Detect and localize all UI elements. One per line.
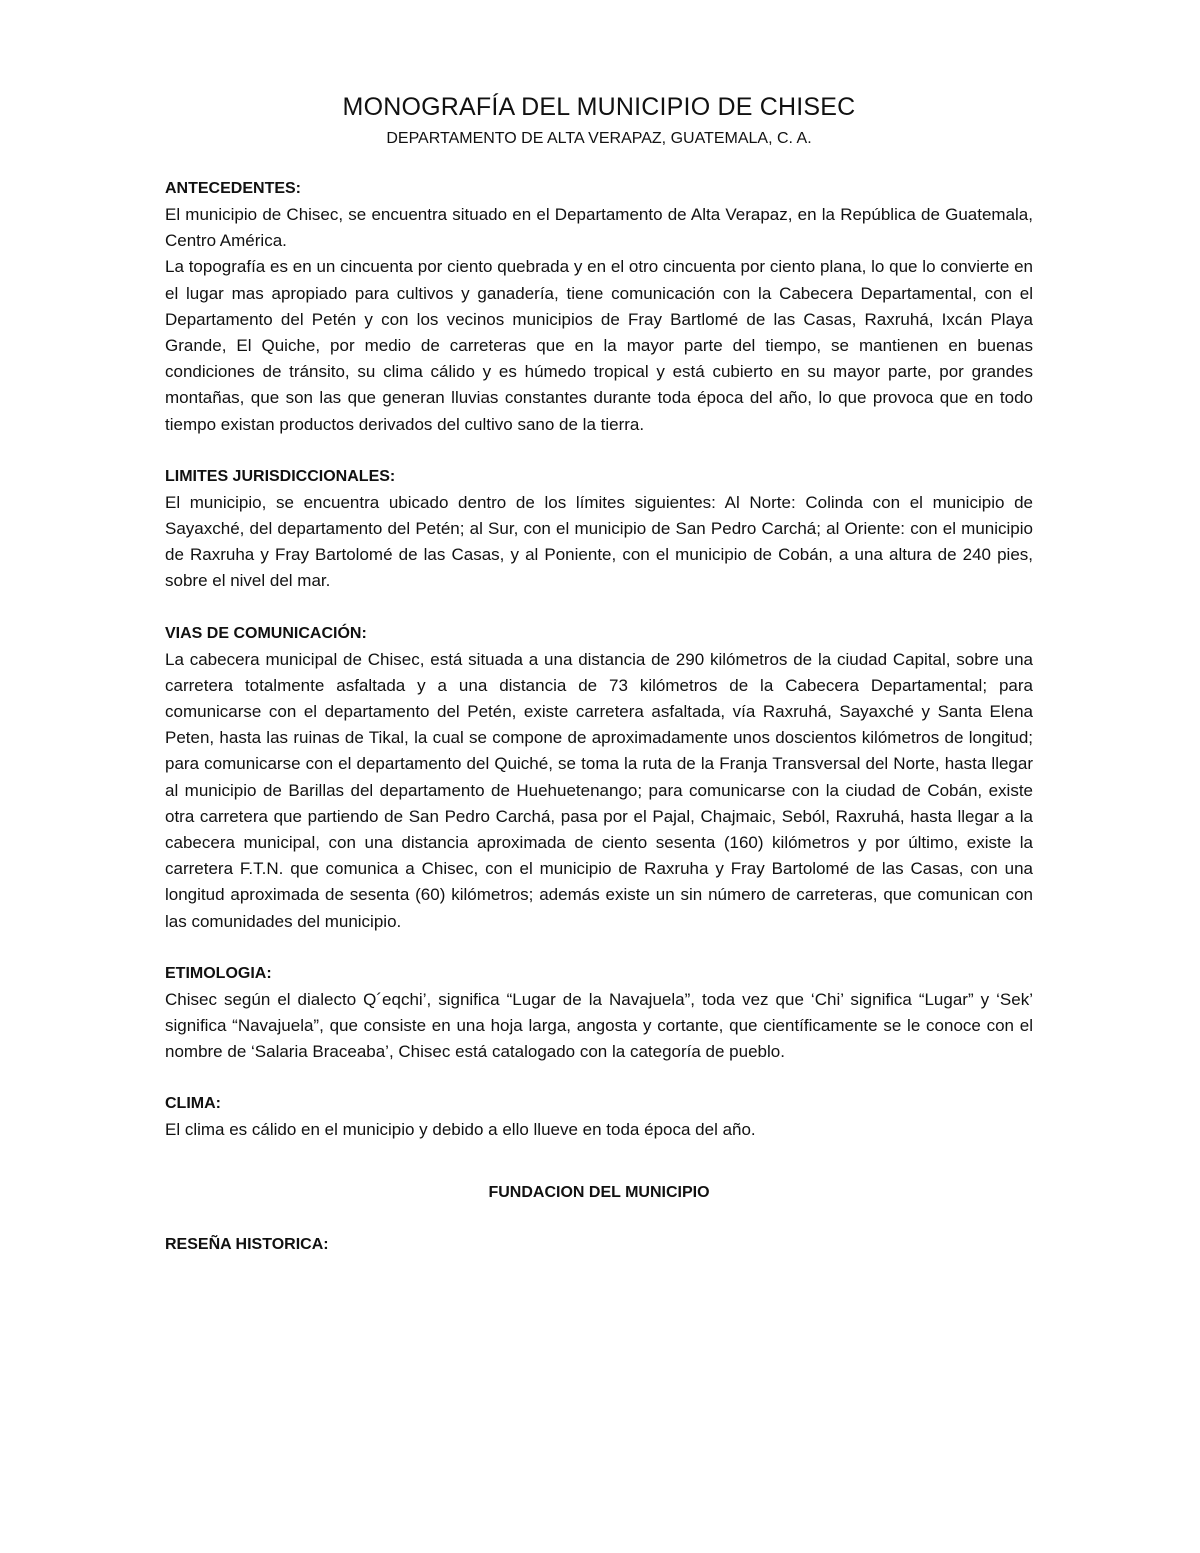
section-fundacion xyxy=(165,1180,1033,1206)
section-heading-resena: RESEÑA HISTORICA: xyxy=(165,1235,329,1253)
section-heading-vias: VIAS DE COMUNICACIÓN: xyxy=(165,624,367,642)
paragraph-antecedentes-2: La topografía es en un cincuenta por ciento quebrada y en el otro cincuenta por ciento plana, lo que lo convierte en el lugar mas apropiado para cultivos y ganadería, tiene comunicación con la Cabecera Departamental, con el Departamento del Petén y con los vecinos municipios de Fray Bartlomé de las Casas, Raxruhá, Ixcán Playa Grande, El Quiche, por medio de carreteras que en la mayor parte del tiempo, se mantienen en buenas condiciones de tránsito, su clima cálido y es húmedo tropical y está cubierto en su mayor parte, por grandes montañas, que son las que generan lluvias constantes durante toda época del año, lo que provoca que en todo tiempo existan productos derivados del cultivo sano de la tierra. xyxy=(165,257,1033,434)
paragraph-etimologia-1: Chisec según el dialecto Q´eqchi’, significa “Lugar de la Navajuela”, toda vez que ‘Chi’ significa “Lugar” y ‘Sek’ significa “Navajuela”, que consiste en una hoja larga, angosta y cortante, que científicamente se le conoce con el nombre de ‘Salaria Braceaba’, Chisec está catalogado con la categoría de pueblo. xyxy=(165,989,1033,1062)
document-subtitle: DEPARTAMENTO DE ALTA VERAPAZ, GUATEMALA, C. A. xyxy=(386,130,812,147)
section-heading-fundacion: FUNDACION DEL MUNICIPIO xyxy=(488,1183,710,1201)
section-resena xyxy=(165,1232,1033,1258)
section-limites xyxy=(165,464,1033,595)
document-page xyxy=(165,90,1033,1258)
section-heading-clima: CLIMA: xyxy=(165,1095,221,1113)
section-antecedentes xyxy=(165,176,1033,438)
section-clima xyxy=(165,1091,1033,1143)
paragraph-vias-1: La cabecera municipal de Chisec, está situada a una distancia de 290 kilómetros de la ciudad Capital, sobre una carretera totalmente asfaltada y a una distancia de 73 kilómetros de la Cabecera Departamental; para comunicarse con el departamento del Petén, existe carretera asfaltada, vía Raxruhá, Sayaxché y Santa Elena Peten, hasta las ruinas de Tikal, la cual se compone de aproximadamente unos doscientos kilómetros de longitud; para comunicarse con el departamento del Quiché, se toma la ruta de la Franja Transversal del Norte, hasta llegar al municipio de Barillas del departamento de Huehuetenango; para comunicarse con la ciudad de Cobán, existe otra carretera que partiendo de San Pedro Carchá, pasa por el Pajal, Chajmaic, Seból, Raxruhá, hasta llegar a la cabecera municipal, con una distancia aproximada de ciento sesenta (160) kilómetros y por último, existe la carretera F.T.N. que comunica a Chisec, con el municipio de Raxruha y Fray Bartolomé de las Casas, con una longitud aproximada de sesenta (60) kilómetros; además existe un sin número de carreteras, que comunican con las comunidades del municipio. xyxy=(165,649,1033,931)
section-vias xyxy=(165,621,1033,935)
paragraph-clima-1: El clima es cálido en el municipio y debido a ello llueve en toda época del año. xyxy=(165,1120,756,1140)
section-heading-antecedentes: ANTECEDENTES: xyxy=(165,180,302,197)
section-etimologia xyxy=(165,961,1033,1066)
paragraph-limites-1: El municipio, se encuentra ubicado dentro de los límites siguientes: Al Norte: Colinda con el municipio de Sayaxché, del departamento del Petén; al Sur, con el municipio de San Pedro Carchá; al Oriente: con el municipio de Raxruha y Fray Bartolomé de las Casas, y al Poniente, con el municipio de Cobán, a una altura de 240 pies, sobre el nivel del mar. xyxy=(165,492,1033,591)
document-title: MONOGRAFÍA DEL MUNICIPIO DE CHISEC xyxy=(342,93,856,121)
section-heading-etimologia: ETIMOLOGIA: xyxy=(165,964,272,982)
paragraph-antecedentes-1: El municipio de Chisec, se encuentra situado en el Departamento de Alta Verapaz, en la República de Guatemala, Centro América. xyxy=(165,205,1033,251)
section-heading-limites: LIMITES JURISDICCIONALES: xyxy=(165,467,396,485)
